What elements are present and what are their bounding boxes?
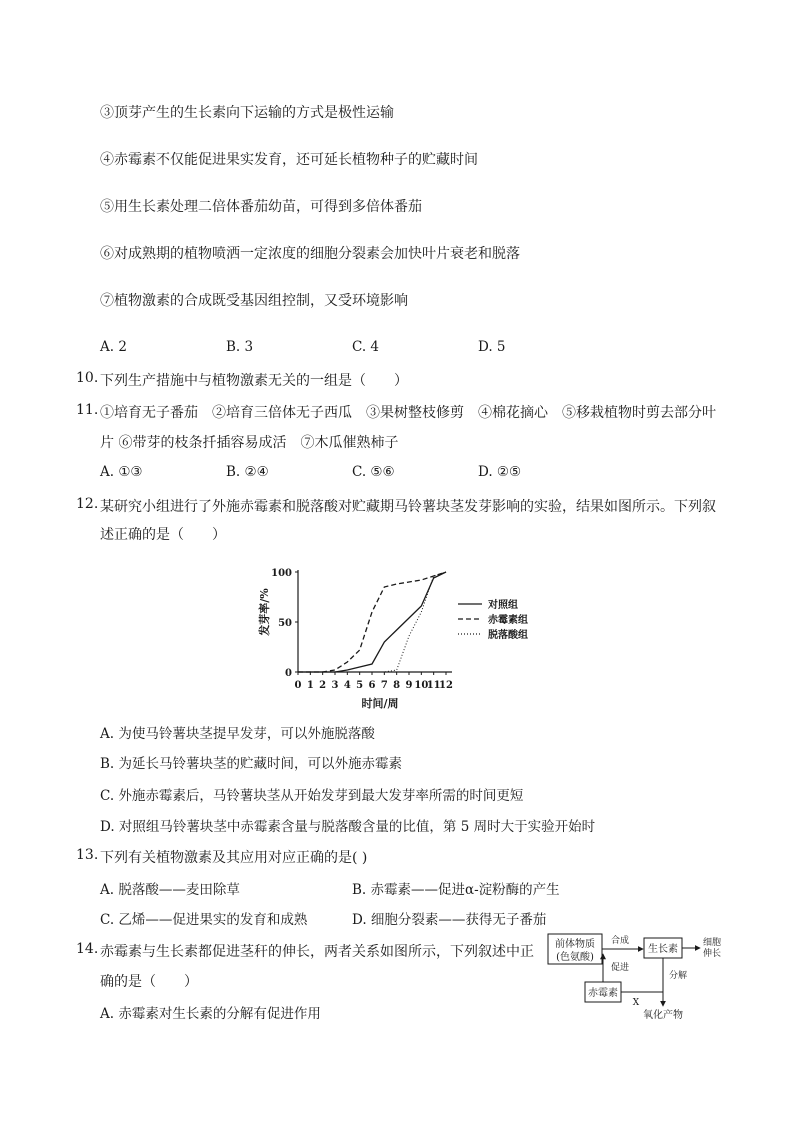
- q13-number: 13.: [76, 847, 99, 863]
- x-tick-label: 9: [405, 680, 413, 691]
- x-tick-label: 2: [319, 680, 327, 691]
- x-tick-label: 10: [414, 680, 429, 691]
- series-line-2: [298, 572, 446, 672]
- q11-option-c: C. ⑤⑥: [352, 464, 395, 480]
- legend-label-1: 对照组: [488, 600, 518, 611]
- y-axis-label: 发芽率/%: [258, 588, 271, 636]
- x-tick-label: 0: [294, 680, 302, 691]
- statement-6: ⑥对成熟期的植物喷洒一定浓度的细胞分裂素会加快叶片衰老和脱落: [100, 246, 520, 262]
- q9-option-d: D. 5: [478, 339, 506, 355]
- q12-text-line1: 某研究小组进行了外施赤霉素和脱落酸对贮藏期马铃薯块茎发芽影响的实验，结果如图所示。下列叙: [100, 499, 716, 515]
- promote-label: 促进: [611, 963, 630, 973]
- statement-5: ⑤用生长素处理二倍体番茄幼苗，可得到多倍体番茄: [100, 199, 422, 215]
- q10-text: 下列生产措施中与植物激素无关的一组是（ ）: [100, 373, 408, 389]
- decompose-label: 分解: [669, 971, 688, 981]
- oxidation-product-label: 氧化产物: [643, 1010, 683, 1021]
- x-tick-label: 5: [356, 680, 364, 691]
- q13-option-a: A. 脱落酸——麦田除草: [100, 882, 240, 898]
- y-tick-label: 50: [278, 618, 292, 629]
- x-tick-label: 3: [331, 680, 339, 691]
- x-tick-label: 4: [343, 680, 351, 691]
- q11-text-line2: 片 ⑥带芽的枝条扦插容易成活 ⑦木瓜催熟柿子: [100, 435, 399, 451]
- q12-number: 12.: [76, 496, 99, 512]
- q11-text-line1: ①培育无子番茄 ②培育三倍体无子西瓜 ③果树整枝修剪 ④棉花摘心 ⑤移栽植物时剪去部分叶: [100, 405, 716, 421]
- x-tick-label: 11: [426, 680, 441, 691]
- q13-text: 下列有关植物激素及其应用对应正确的是( ): [100, 850, 368, 866]
- q9-option-c: C. 4: [352, 339, 380, 355]
- x-mark: X: [632, 998, 640, 1008]
- q14-text-line1: 赤霉素与生长素都促进茎秆的伸长，两者关系如图所示，下列叙述中正: [100, 944, 534, 960]
- chart-series-layer: [298, 572, 446, 672]
- precursor-label-line2: (色氨酸): [556, 952, 594, 963]
- auxin-label: 生长素: [648, 944, 678, 955]
- elongation-label-line2: 伸长: [702, 949, 722, 959]
- q10-number: 10.: [76, 370, 99, 386]
- gibberellin-label: 赤霉素: [588, 988, 618, 999]
- x-tick-label: 12: [439, 680, 453, 691]
- y-tick-label: 0: [285, 668, 292, 679]
- q9-option-b: B. 3: [226, 339, 254, 355]
- x-tick-label: 1: [306, 680, 314, 691]
- legend-label-2: 赤霉素组: [488, 615, 528, 626]
- q14-option-a: A. 赤霉素对生长素的分解有促进作用: [100, 1006, 321, 1022]
- series-line-1: [298, 572, 446, 672]
- q11-option-a: A. ①③: [100, 464, 143, 480]
- germination-chart: [250, 560, 550, 720]
- q14-text-line2: 确的是（ ）: [100, 974, 198, 990]
- x-axis-label: 时间/周: [361, 697, 399, 710]
- y-tick-label: 100: [271, 568, 292, 579]
- q13-option-c: C. 乙烯——促进果实的发育和成熟: [100, 912, 308, 928]
- elongation-label-line1: 细胞: [702, 938, 722, 948]
- q13-option-d: D. 细胞分裂素——获得无子番茄: [352, 912, 547, 928]
- statement-4: ④赤霉素不仅能促进果实发育，还可延长植物种子的贮藏时间: [100, 152, 478, 168]
- q13-option-b: B. 赤霉素——促进α-淀粉酶的产生: [352, 882, 560, 898]
- chart-legend: [458, 598, 528, 641]
- q11-option-d: D. ②⑤: [478, 464, 522, 480]
- q11-option-b: B. ②④: [226, 464, 269, 480]
- hormone-relationship-diagram: [545, 928, 735, 1028]
- q14-number: 14.: [76, 941, 99, 957]
- q12-option-a: A. 为使马铃薯块茎提早发芽，可以外施脱落酸: [100, 726, 375, 742]
- statement-7: ⑦植物激素的合成既受基因组控制，又受环境影响: [100, 293, 408, 309]
- q12-text-line2: 述正确的是（ ）: [100, 527, 226, 543]
- precursor-label-line1: 前体物质: [555, 939, 595, 950]
- q12-option-c: C. 外施赤霉素后，马铃薯块茎从开始发芽到最大发芽率所需的时间更短: [100, 788, 524, 804]
- q11-number: 11.: [76, 402, 99, 418]
- q9-option-a: A. 2: [100, 339, 127, 355]
- q12-option-d: D. 对照组马铃薯块茎中赤霉素含量与脱落酸含量的比值，第 5 周时大于实验开始时: [100, 819, 596, 835]
- series-line-3: [298, 572, 446, 672]
- synthesis-label: 合成: [610, 936, 630, 946]
- q12-option-b: B. 为延长马铃薯块茎的贮藏时间，可以外施赤霉素: [100, 756, 403, 772]
- legend-label-3: 脱落酸组: [488, 630, 528, 641]
- x-tick-label: 8: [393, 680, 401, 691]
- x-tick-label: 6: [368, 680, 376, 691]
- statement-3: ③顶芽产生的生长素向下运输的方式是极性运输: [100, 105, 394, 121]
- x-tick-label: 7: [380, 680, 388, 691]
